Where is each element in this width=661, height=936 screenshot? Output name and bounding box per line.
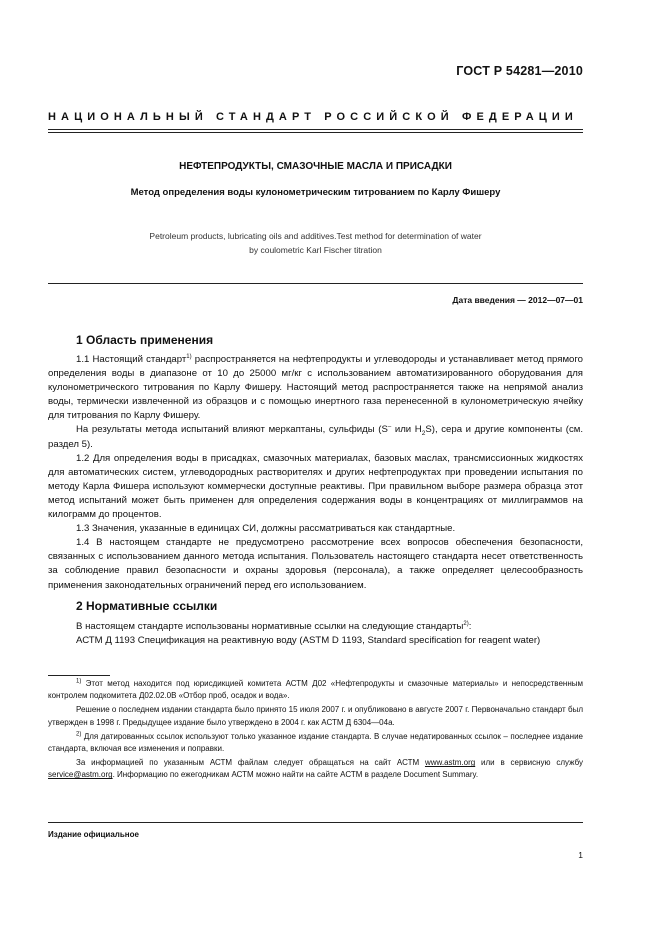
english-title	[48, 229, 583, 257]
astm-service-email-link[interactable]: service@astm.org	[48, 770, 113, 780]
footnote-ref-1: 1)	[186, 353, 192, 360]
paragraph-1-3: 1.3 Значения, указанные в единицах СИ, должны рассматриваться как стандартные.	[76, 523, 456, 535]
footnote-2-info: За информацией по указанным АСТМ файлам следует обращаться на сайт АСТМ www.astm.org или в сервисную службу service@astm.org. Информацию по ежегодникам АСТМ можно найти на сайте АСТМ в разделе Document Summary.	[48, 758, 583, 780]
header-rule-top	[48, 129, 583, 130]
footnote-2: $^{2)}$ Для датированных ссылок используют только указанное издание стандарта. В случае недатированных ссылок – последнее издание стандарта, включая все изменения и поправки.	[48, 731, 583, 754]
effective-date: Дата введения — 2012—07—01	[452, 295, 583, 305]
footnote-1: $^{1)}$ Этот метод находится под юрисдикцией комитета АСТМ Д02 «Нефтепродукты и смазочные материалы» и непосредственным контролем подкомитета Д02.02.0В «Отбор проб, осадок и вода».	[48, 678, 583, 701]
english-title-line-2: by coulometric Karl Fischer titration	[249, 245, 382, 255]
official-edition-label: Издание официальное	[48, 830, 139, 839]
paragraph-1-1: 1.1 Настоящий стандарт$^{1)}$ распространяется на нефтепродукты и углеводороды и устанавливает метод прямого определения воды в диапазоне от 10 до 25000 мг/кг с использованием автоматизированного оборудования для кулонометрического титрования по Карлу Фишеру. Настоящий метод распространяется также на непрямой анализ воды, термически извлеченной из образцов и с помощью инертного газа перенесенной в кулонометрическую ячейку для титрования по Карлу Фишеру.	[48, 353, 583, 422]
document-title: НЕФТЕПРОДУКТЫ, СМАЗОЧНЫЕ МАСЛА И ПРИСАДКИ	[179, 161, 452, 172]
document-number: ГОСТ Р 54281—2010	[456, 64, 583, 78]
footnote-1-continued: Решение о последнем издании стандарта было принято 15 июля 2007 г. и опубликовано в августе 2007 г. Первоначально стандарт был утвержден в 1998 г. Предыдущее издание было утверждено в 2004 г. как АСТМ Д 6304—04а.	[48, 705, 583, 727]
paragraph-1-4: 1.4 В настоящем стандарте не предусмотрено рассмотрение всех вопросов обеспечения безопасности, связанных с использованием данного метода испытания. Пользователь настоящего стандарта несет ответственность за соблюдение правил безопасности и охраны здоровья (персонала), а также определяет целесообразность применения законодательных ограничений перед его использованием.	[48, 537, 583, 591]
paragraph-2-astm-d1193: АСТМ Д 1193 Спецификация на реактивную воду (ASTM D 1193, Standard specification for reagent water)	[76, 635, 541, 647]
footnote-ref-2: 2)	[463, 620, 469, 627]
national-standard-heading: НАЦИОНАЛЬНЫЙ СТАНДАРТ РОССИЙСКОЙ ФЕДЕРАЦИИ	[48, 111, 578, 123]
section-1-body	[48, 353, 583, 593]
paragraph-1-1-interference: На результаты метода испытаний влияют меркаптаны, сульфиды (S– или $H_2S$), сера и другие компоненты (см. раздел 5).	[48, 424, 583, 450]
document-subtitle: Метод определения воды кулонометрическим титрованием по Карлу Фишеру	[130, 187, 501, 198]
footnote-rule	[48, 675, 110, 676]
footnotes	[48, 678, 583, 784]
title-rule	[48, 283, 583, 284]
section-2-body	[48, 620, 583, 648]
paragraph-2-intro: В настоящем стандарте использованы нормативные ссылки на следующие стандарты$^{2)}$:	[76, 620, 472, 632]
paragraph-1-2: 1.2 Для определения воды в присадках, смазочных материалах, базовых маслах, трансмиссионных жидкостях для автоматических систем, углеводородных растворителях и других нефтепродуктах при проведении испытания по методу Карла Фишера используют коммерчески доступные реактивы. При правильном выборе размера образца этот метод испытаний может быть применен для определения содержания воды в концентрациях от миллиграммов на килограмм до процентов.	[48, 452, 583, 521]
section-1-heading: 1 Область применения	[76, 333, 214, 347]
page-number: 1	[578, 850, 583, 860]
section-2-heading: 2 Нормативные ссылки	[76, 599, 218, 613]
english-title-line-1: Petroleum products, lubricating oils and additives.Test method for determination of water	[149, 231, 482, 241]
header-rule-bottom	[48, 132, 583, 133]
astm-website-link[interactable]: www.astm.org	[424, 758, 476, 768]
edition-rule	[48, 822, 583, 823]
